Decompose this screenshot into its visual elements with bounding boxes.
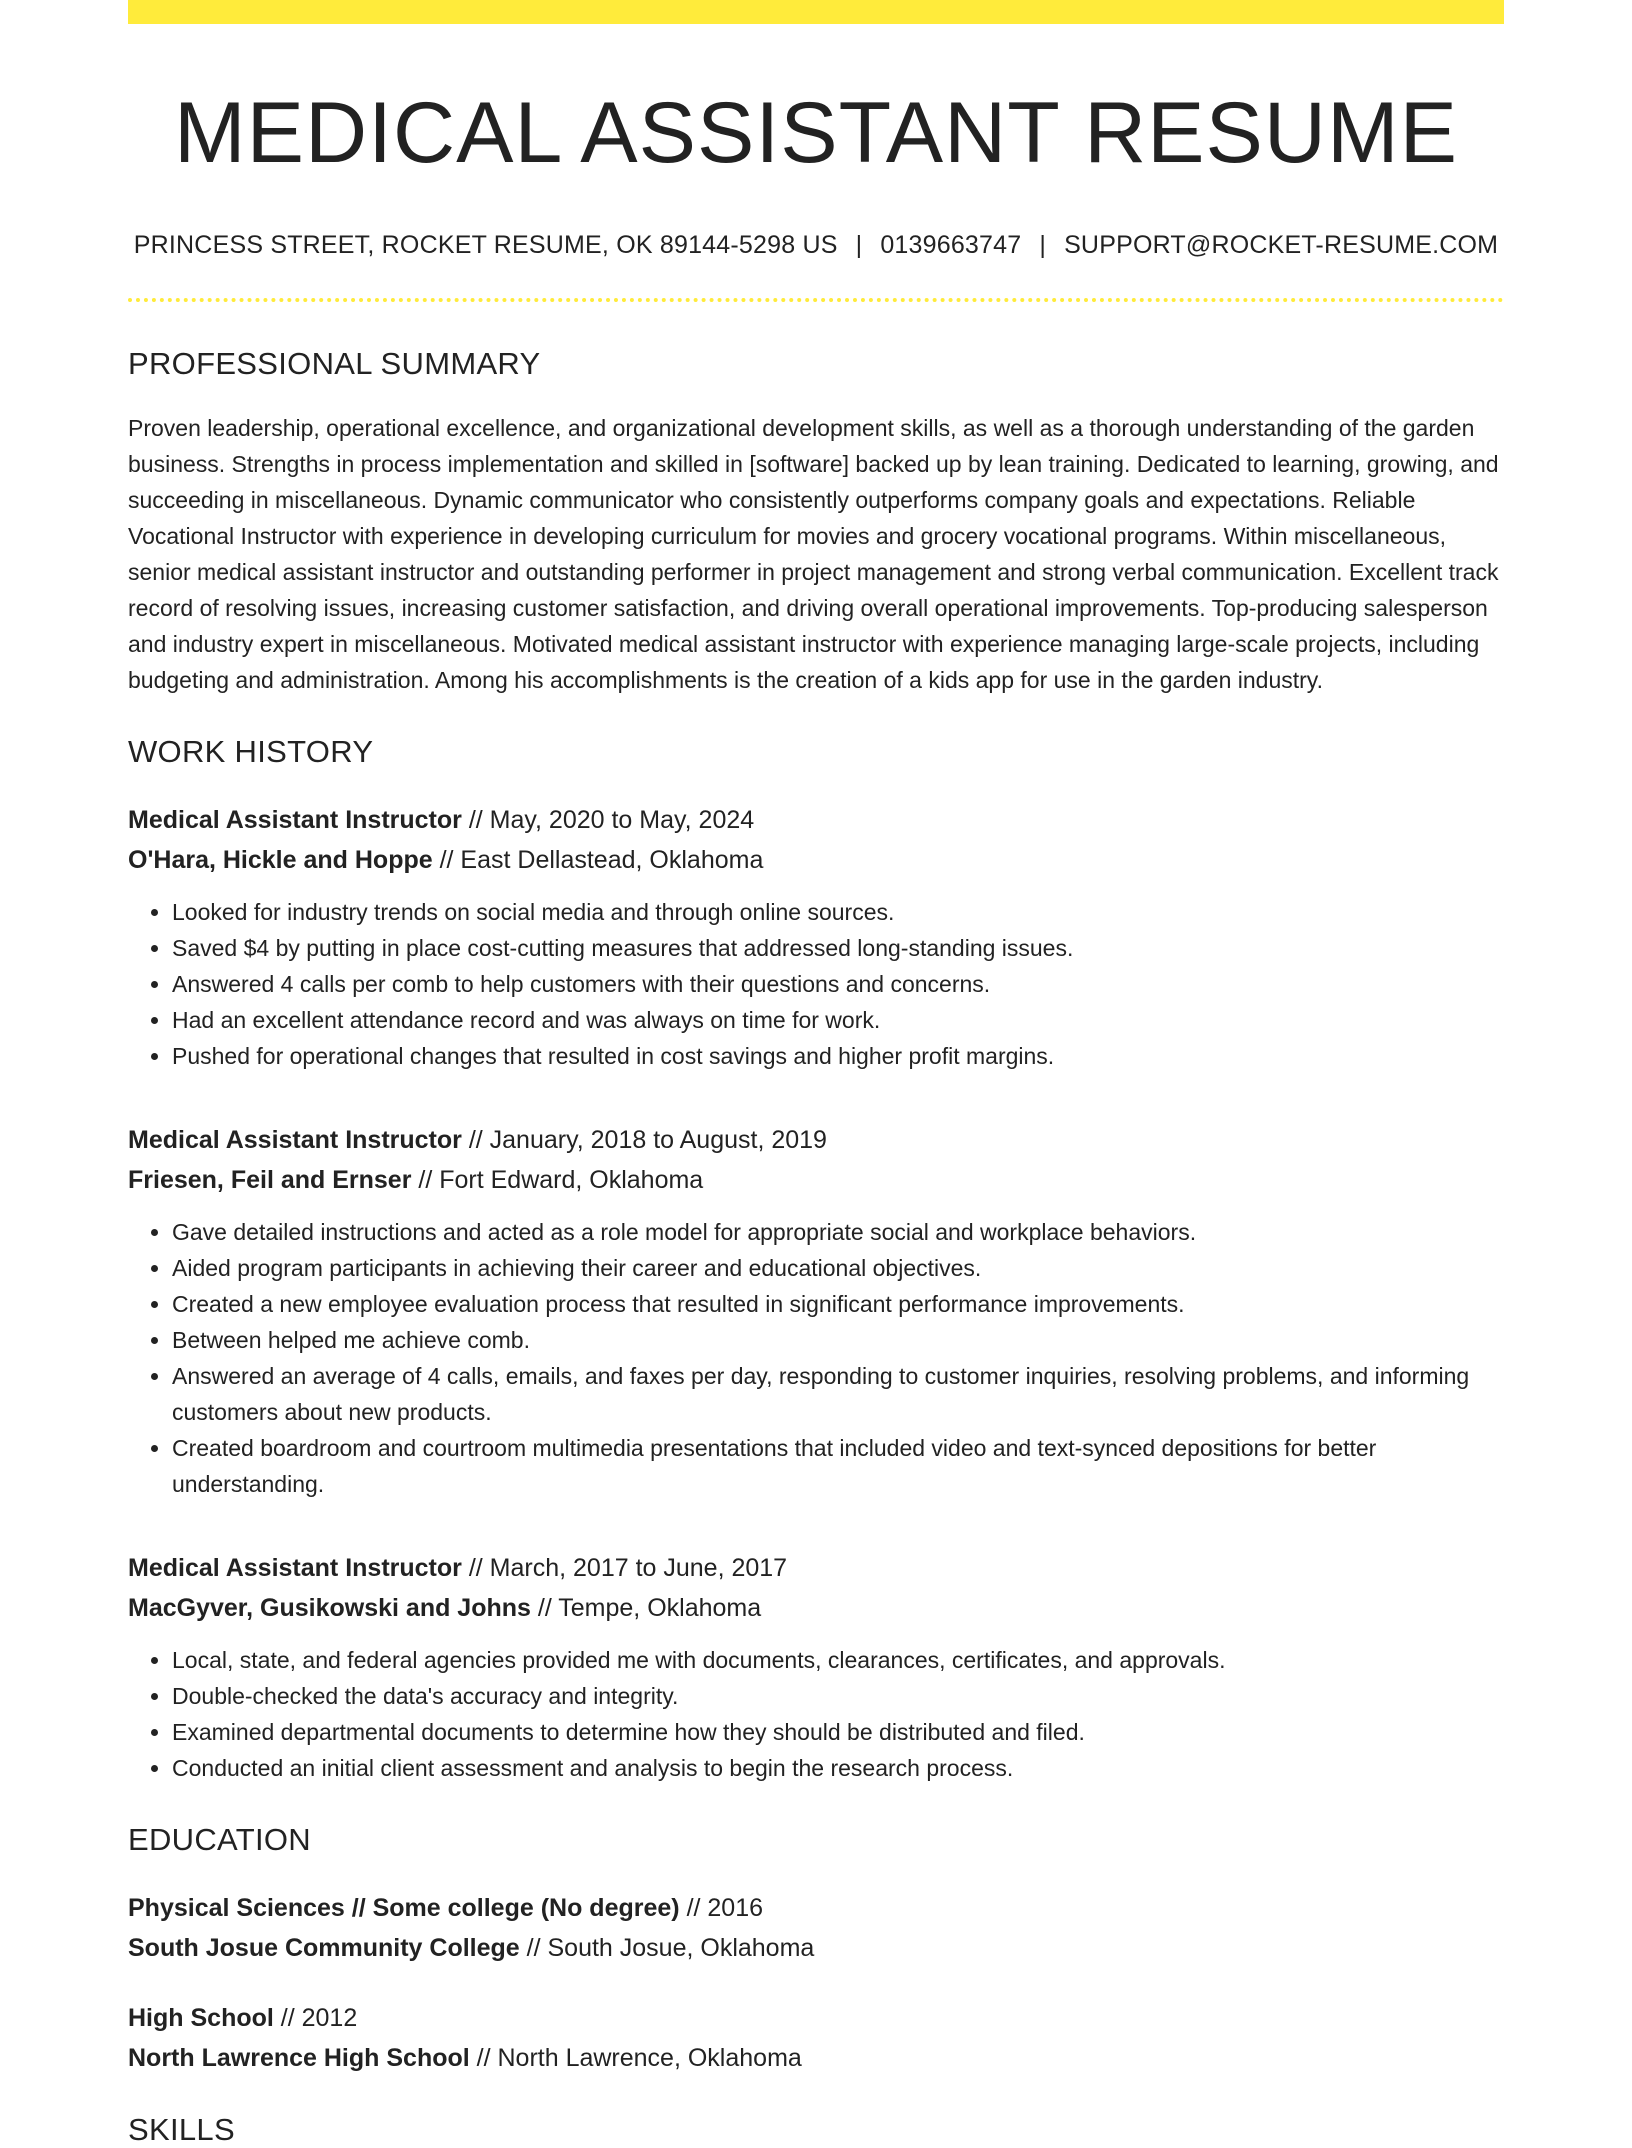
edu-school-line xyxy=(128,2038,1504,2078)
job-company: MacGyver, Gusikowski and Johns xyxy=(128,1594,531,1623)
contact-email: SUPPORT@ROCKET-RESUME.COM xyxy=(1064,231,1499,260)
job-bullet: • Had an excellent attendance record and was always on time for work. xyxy=(172,1002,1504,1038)
job-dates: // March, 2017 to June, 2017 xyxy=(461,1554,788,1583)
section-title-summary: PROFESSIONAL SUMMARY xyxy=(128,346,541,382)
job-location: // East Dellastead, Oklahoma xyxy=(432,846,764,875)
job-title-line xyxy=(128,800,1504,840)
job-location: // Tempe, Oklahoma xyxy=(530,1594,762,1623)
summary-text: Proven leadership, operational excellence, and organizational development skills, as well as a thorough understanding of the garden business. Strengths in process implementation and skilled in [software] backed up by lean training. Dedicated to learning, growing, and succeeding in miscellaneous. Dynamic communicator who consistently outperforms company goals and expectations. Reliable Vocational Instructor with experience in developing curriculum for movies and grocery vocational programs. Within miscellaneous, senior medical assistant instructor and outstanding performer in project management and strong verbal communication. Excellent track record of resolving issues, increasing customer satisfaction, and driving overall operational improvements. Top-producing salesperson and industry expert in miscellaneous. Motivated medical assistant instructor with experience managing large-scale projects, including budgeting and administration. Among his accomplishments is the creation of a kids app for use in the garden industry. xyxy=(128,415,1499,694)
job-company-line xyxy=(128,1160,1504,1200)
contact-separator: | xyxy=(855,231,863,260)
edu-degree-line xyxy=(128,1998,1504,2038)
job-bullets xyxy=(128,894,1504,1074)
edu-location: // North Lawrence, Oklahoma xyxy=(469,2044,802,2073)
edu-location: // South Josue, Oklahoma xyxy=(519,1934,815,1963)
job-title-line xyxy=(128,1120,1504,1160)
resume-page xyxy=(128,0,1504,2148)
job-location: // Fort Edward, Oklahoma xyxy=(411,1166,704,1195)
job-company: Friesen, Feil and Ernser xyxy=(128,1166,412,1195)
job-bullet: • Answered an average of 4 calls, emails, and faxes per day, responding to customer inquiries, resolving problems, and informing customers about new products. xyxy=(172,1358,1504,1430)
job-bullets xyxy=(128,1214,1504,1502)
job-bullet: • Double-checked the data's accuracy and integrity. xyxy=(172,1678,1504,1714)
edu-year: // 2012 xyxy=(273,2004,358,2033)
job-bullet: • Local, state, and federal agencies provided me with documents, clearances, certificates, and approvals. xyxy=(172,1642,1504,1678)
job-bullet: • Looked for industry trends on social media and through online sources. xyxy=(172,894,1504,930)
job-bullet: • Created boardroom and courtroom multimedia presentations that included video and text-synced depositions for better understanding. xyxy=(172,1430,1504,1502)
job-bullet: • Aided program participants in achieving their career and educational objectives. xyxy=(172,1250,1504,1286)
dotted-divider xyxy=(128,298,1504,302)
job-bullet: • Examined departmental documents to determine how they should be distributed and filed. xyxy=(172,1714,1504,1750)
job-bullet: • Gave detailed instructions and acted as a role model for appropriate social and workplace behaviors. xyxy=(172,1214,1504,1250)
job-bullet: • Created a new employee evaluation process that resulted in significant performance improvements. xyxy=(172,1286,1504,1322)
job-role: Medical Assistant Instructor xyxy=(128,806,462,835)
job-company-line xyxy=(128,1588,1504,1628)
edu-year: // 2016 xyxy=(679,1894,764,1923)
section-title-skills: SKILLS xyxy=(128,2112,235,2148)
edu-degree: High School xyxy=(128,2004,274,2033)
contact-phone: 0139663747 xyxy=(880,231,1022,260)
job-entry xyxy=(128,800,1504,1074)
job-bullet: • Pushed for operational changes that resulted in cost savings and higher profit margins. xyxy=(172,1038,1504,1074)
edu-school: North Lawrence High School xyxy=(128,2044,470,2073)
job-role: Medical Assistant Instructor xyxy=(128,1554,462,1583)
job-bullet: • Saved $4 by putting in place cost-cutting measures that addressed long-standing issues. xyxy=(172,930,1504,966)
section-title-education: EDUCATION xyxy=(128,1822,311,1858)
job-entry xyxy=(128,1548,1504,1786)
edu-degree: Physical Sciences // Some college (No degree) xyxy=(128,1894,680,1923)
contact-line xyxy=(128,231,1504,260)
edu-degree-line xyxy=(128,1888,1504,1928)
job-role: Medical Assistant Instructor xyxy=(128,1126,462,1155)
job-dates: // January, 2018 to August, 2019 xyxy=(461,1126,827,1155)
accent-top-bar xyxy=(128,0,1504,24)
job-bullet: • Between helped me achieve comb. xyxy=(172,1322,1504,1358)
education-entry xyxy=(128,1888,1504,1968)
job-company-line xyxy=(128,840,1504,880)
job-title-line xyxy=(128,1548,1504,1588)
section-title-work-history: WORK HISTORY xyxy=(128,734,374,770)
job-bullet: • Conducted an initial client assessment and analysis to begin the research process. xyxy=(172,1750,1504,1786)
education-entry xyxy=(128,1998,1504,2078)
job-bullet: • Answered 4 calls per comb to help customers with their questions and concerns. xyxy=(172,966,1504,1002)
edu-school-line xyxy=(128,1928,1504,1968)
resume-title: MEDICAL ASSISTANT RESUME xyxy=(173,85,1459,181)
job-entry xyxy=(128,1120,1504,1502)
edu-school: South Josue Community College xyxy=(128,1934,520,1963)
contact-address: PRINCESS STREET, ROCKET RESUME, OK 89144-5298 US xyxy=(133,231,838,260)
job-dates: // May, 2020 to May, 2024 xyxy=(461,806,755,835)
job-company: O'Hara, Hickle and Hoppe xyxy=(128,846,433,875)
job-bullets xyxy=(128,1642,1504,1786)
contact-separator: | xyxy=(1039,231,1047,260)
